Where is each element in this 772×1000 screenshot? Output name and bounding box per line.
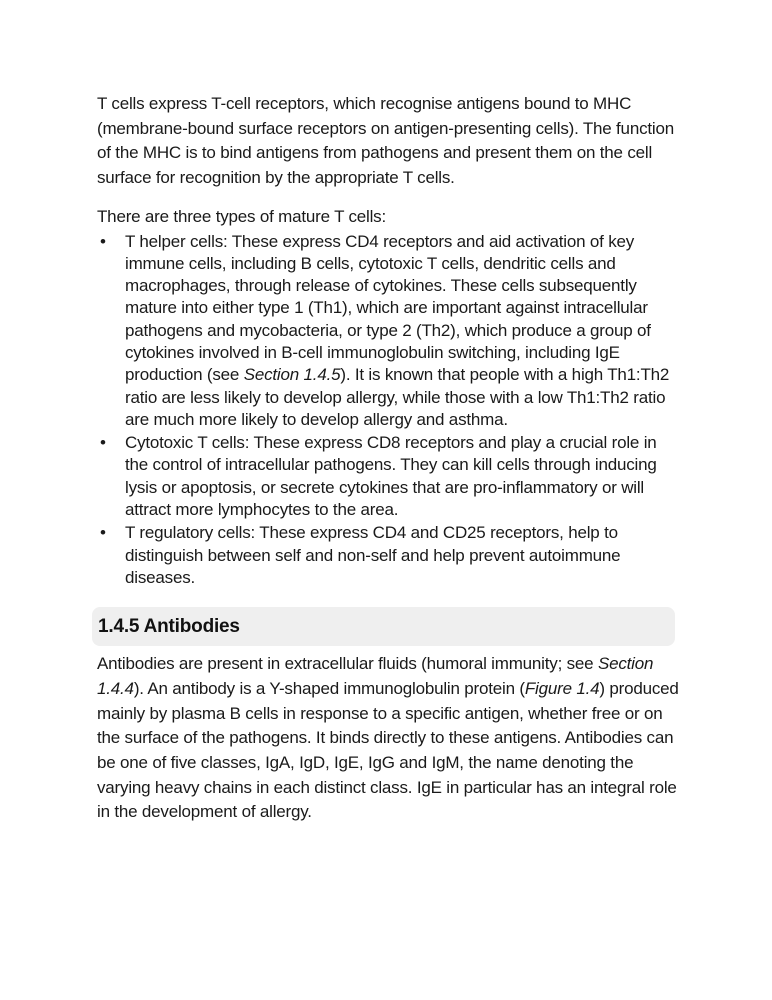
body-text-1: Antibodies are present in extracellular fluids (humoral immunity; see — [97, 654, 598, 674]
intro-paragraph: T cells express T-cell receptors, which recognise antigens bound to MHC (membrane-bound surface receptors on antigen-presenting cells). The function of the MHC is to bind antigens from pathogens and present them on the cell surface for recognition by the appropriate T cells. — [97, 94, 674, 187]
body-text-2: ). An antibody is a Y-shaped immunoglobulin protein ( — [133, 678, 525, 698]
section-reference: Section 1.4.4 — [97, 654, 654, 698]
t-helper-text-start: T helper cells: These express CD4 receptors and aid activation of key immune cells, including B cells, cytotoxic T cells, dendritic cells and macrophages, through release of cytokines. These cells subsequently mature into either type 1 (Th1), which are important against intracellular pathogens and mycobacteria, or type 2 (Th2), which produce a group of cytokines involved in B-cell immunoglobulin switching, including IgE production (see — [125, 231, 651, 385]
section-title: 1.4.5 Antibodies — [98, 615, 240, 637]
list-item-cytotoxic — [97, 432, 682, 521]
body-text-3: ) produced mainly by plasma B cells in response to a specific antigen, whether free or on the surface of the pathogens. It binds directly to these antigens. Antibodies can be one of five classes, IgA, IgD, IgE, IgG and IgM, the name denoting the varying heavy chains in each distinct class. IgE in particular has an integral role in the development of allergy. — [97, 678, 679, 822]
t-regulatory-text: T regulatory cells: These express CD4 and CD25 receptors, help to distinguish between self and non-self and help prevent autoimmune diseases. — [125, 523, 621, 587]
bullet-icon: • — [100, 523, 106, 543]
types-heading: There are three types of mature T cells: — [97, 207, 387, 226]
list-item-t-helper — [97, 231, 682, 432]
section-heading-box — [92, 607, 675, 646]
t-cell-types-list — [97, 231, 682, 590]
section-reference: Section 1.4.5 — [243, 365, 341, 385]
document-page — [97, 92, 682, 842]
cytotoxic-text: Cytotoxic T cells: These express CD8 receptors and play a crucial role in the control of intracellular pathogens. They can kill cells through inducing lysis or apoptosis, or secrete cytokines that are pro-inflammatory or will attract more lymphocytes to the area. — [125, 433, 657, 520]
figure-reference: Figure 1.4 — [524, 678, 600, 698]
t-helper-text-end: ). It is known that people with a high Th1:Th2 ratio are less likely to develop allergy, while those with a low Th1:Th2 ratio are much more likely to develop allergy and asthma. — [125, 365, 670, 429]
bullet-icon: • — [100, 433, 106, 453]
section-body-paragraph — [97, 652, 682, 825]
list-item-t-regulatory — [97, 522, 682, 589]
bullet-icon: • — [100, 231, 106, 251]
